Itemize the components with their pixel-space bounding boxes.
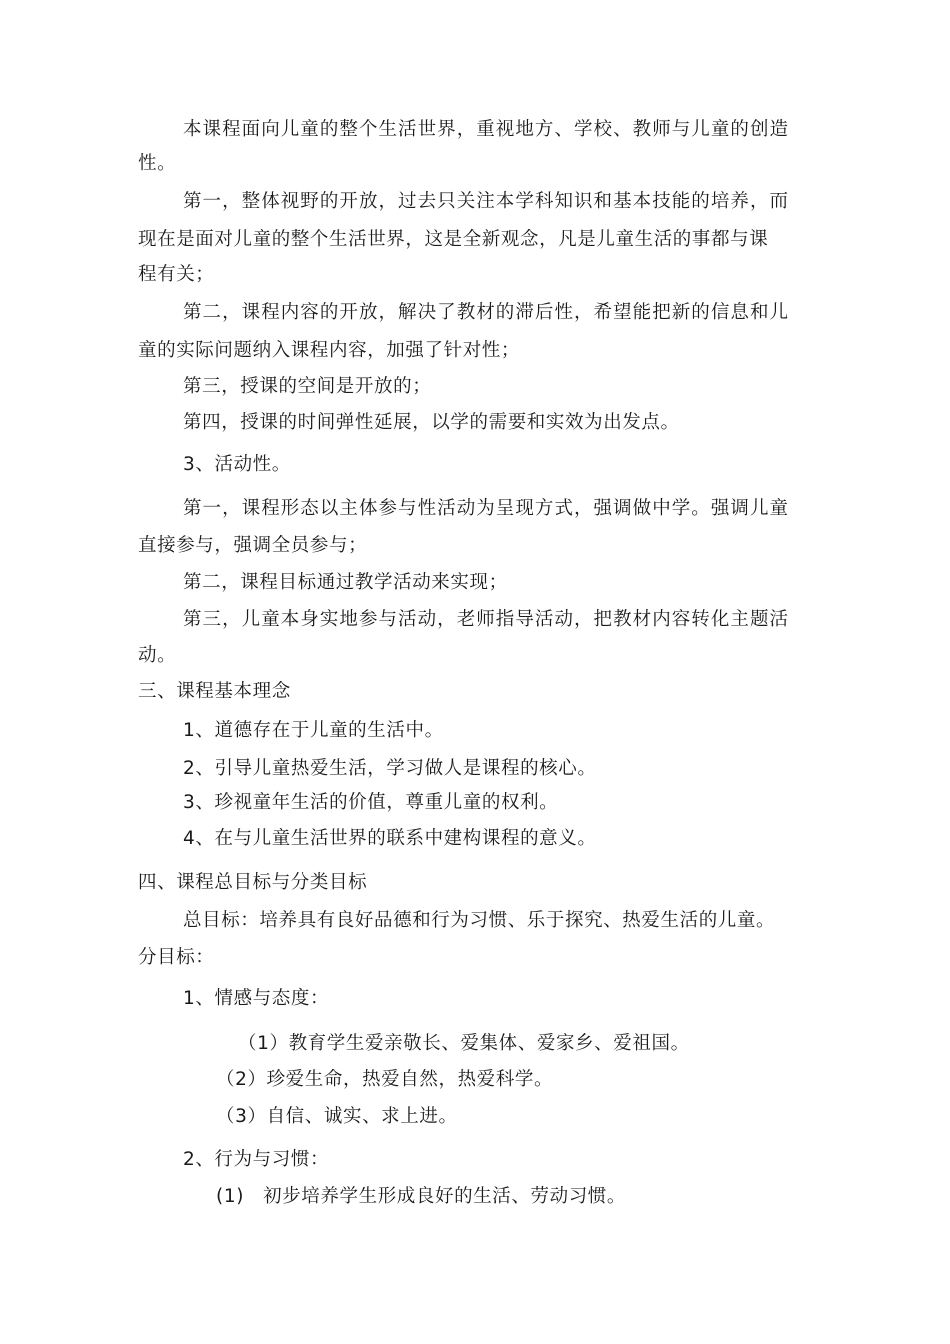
paragraph-line: 第二，课程目标通过教学活动来实现；	[183, 572, 508, 593]
list-item: 1、情感与态度：	[183, 988, 330, 1009]
paragraph-line: 动。	[138, 645, 177, 666]
paragraph-line: 第一，课程形态以主体参与性活动为呈现方式，强调做中学。强调儿童	[183, 498, 790, 519]
paragraph-line: 直接参与，强调全员参与；	[138, 535, 368, 556]
paragraph-line: 本课程面向儿童的整个生活世界，重视地方、学校、教师与儿童的创造	[183, 119, 790, 140]
list-item: 4、在与儿童生活世界的联系中建构课程的意义。	[183, 828, 597, 849]
paragraph-line: 3、活动性。	[183, 454, 291, 475]
paragraph-line: 总目标：培养具有良好品德和行为习惯、乐于探究、热爱生活的儿童。	[183, 910, 776, 931]
section-heading: 三、课程基本理念	[138, 681, 291, 702]
list-item: （1）教育学生爱亲敬长、爱集体、爱家乡、爱祖国。	[238, 1033, 690, 1054]
paragraph-line: 第一，整体视野的开放，过去只关注本学科知识和基本技能的培养，而	[183, 191, 790, 212]
paragraph-line: 分目标：	[138, 947, 215, 968]
list-item: 1、道德存在于儿童的生活中。	[183, 720, 444, 741]
list-item: 2、引导儿童热爱生活，学习做人是课程的核心。	[183, 758, 597, 779]
paragraph-line: 第三，儿童本身实地参与活动，老师指导活动，把教材内容转化主题活	[183, 609, 790, 630]
list-item: 2、行为与习惯：	[183, 1149, 330, 1170]
paragraph-line: 第四，授课的时间弹性延展，以学的需要和实效为出发点。	[183, 412, 680, 433]
list-item: （2）珍爱生命，热爱自然，热爱科学。	[216, 1069, 554, 1090]
paragraph-line: 第三，授课的空间是开放的；	[183, 376, 432, 397]
list-item: (1) 初步培养学生形成良好的生活、劳动习惯。	[216, 1186, 627, 1207]
list-item: 3、珍视童年生活的价值，尊重儿童的权利。	[183, 792, 559, 813]
paragraph-line: 程有关；	[138, 264, 215, 285]
list-item: （3）自信、诚实、求上进。	[216, 1106, 458, 1127]
paragraph-line: 第二，课程内容的开放，解决了教材的滞后性，希望能把新的信息和儿	[183, 302, 790, 323]
paragraph-line: 童的实际问题纳入课程内容，加强了针对性；	[138, 340, 521, 361]
paragraph-line: 性。	[138, 153, 177, 174]
section-heading: 四、课程总目标与分类目标	[138, 872, 368, 893]
paragraph-line: 现在是面对儿童的整个生活世界，这是全新观念，凡是儿童生活的事都与课	[138, 229, 769, 250]
